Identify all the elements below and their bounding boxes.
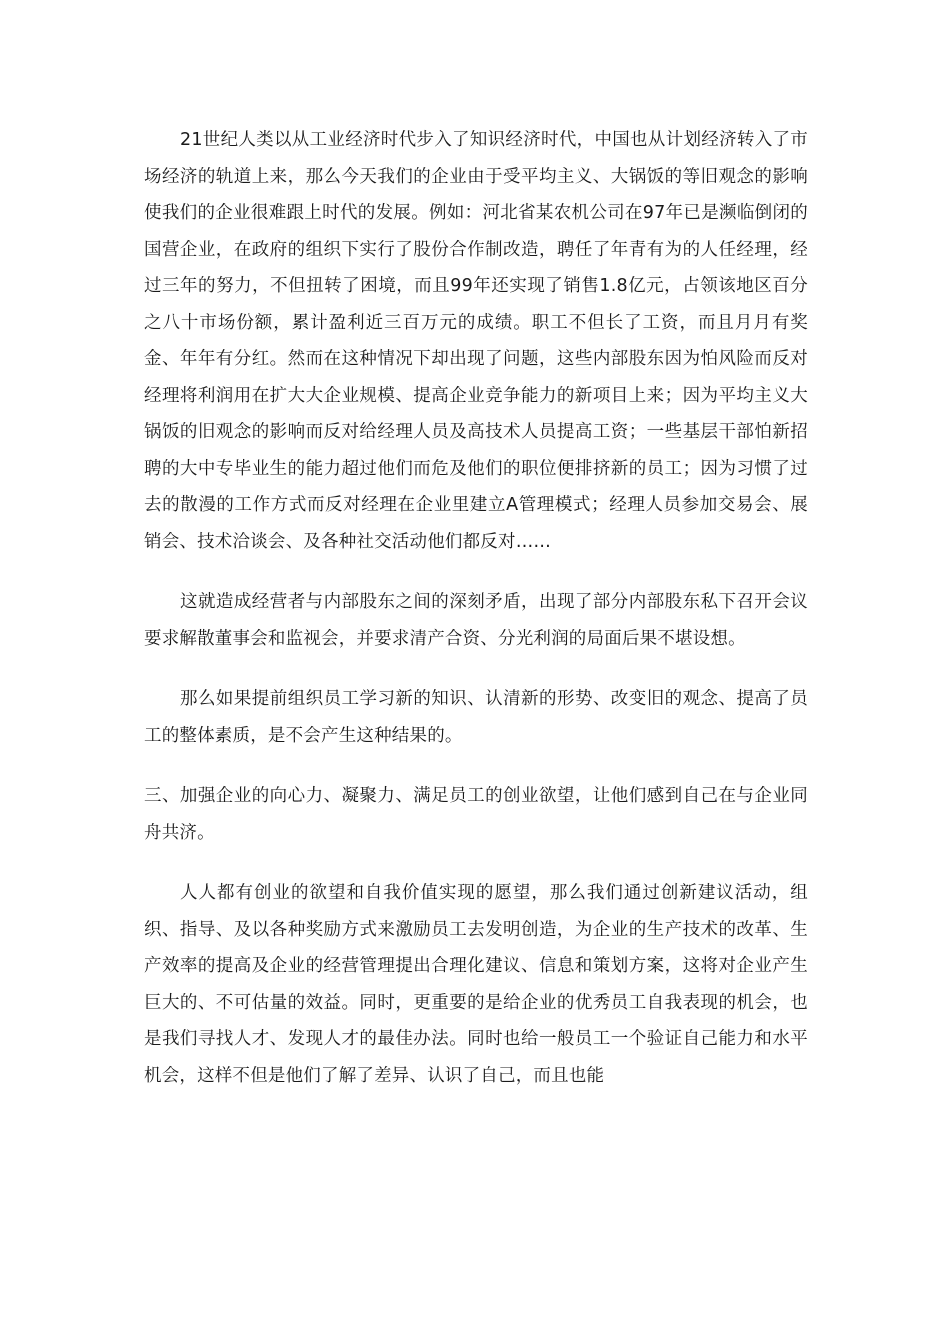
paragraph-training-conclusion: 那么如果提前组织员工学习新的知识、认清新的形势、改变旧的观念、提高了员工的整体素质，是不会产生这种结果的。 [144,689,808,746]
document-body [144,122,808,1118]
section-heading-three: 三、加强企业的向心力、凝聚力、满足员工的创业欲望，让他们感到自己在与企业同舟共济。 [144,786,808,843]
paragraph-conflict: 这就造成经营者与内部股东之间的深刻矛盾，出现了部分内部股东私下召开会议要求解散董事会和监视会，并要求清产合资、分光利润的局面后果不堪设想。 [144,592,808,649]
paragraph-innovation-suggestions: 人人都有创业的欲望和自我价值实现的愿望，那么我们通过创新建议活动，组织、指导、及以各种奖励方式来激励员工去发明创造，为企业的生产技术的改革、生产效率的提高及企业的经营管理提出合理化建议、信息和策划方案，这将对企业产生巨大的、不可估量的效益。同时，更重要的是给企业的优秀员工自我表现的机会，也是我们寻找人才、发现人才的最佳办法。同时也给一般员工一个验证自己能力和水平机会，这样不但是他们了解了差异、认识了自己，而且也能 [144,883,808,1086]
paragraph-case-study: 21世纪人类以从工业经济时代步入了知识经济时代，中国也从计划经济转入了市场经济的轨道上来，那么今天我们的企业由于受平均主义、大锅饭的等旧观念的影响使我们的企业很难跟上时代的发展。例如：河北省某农机公司在97年已是濒临倒闭的国营企业，在政府的组织下实行了股份合作制改造，聘任了年青有为的人任经理，经过三年的努力，不但扭转了困境，而且99年还实现了销售1.8亿元，占领该地区百分之八十市场份额，累计盈利近三百万元的成绩。职工不但长了工资，而且月月有奖金、年年有分红。然而在这种情况下却出现了问题，这些内部股东因为怕风险而反对经理将利润用在扩大大企业规模、提高企业竞争能力的新项目上来；因为平均主义大锅饭的旧观念的影响而反对给经理人员及高技术人员提高工资；一些基层干部怕新招聘的大中专毕业生的能力超过他们而危及他们的职位便排挤新的员工；因为习惯了过去的散漫的工作方式而反对经理在企业里建立A管理模式；经理人员参加交易会、展销会、技术洽谈会、及各种社交活动他们都反对…… [144,130,808,552]
